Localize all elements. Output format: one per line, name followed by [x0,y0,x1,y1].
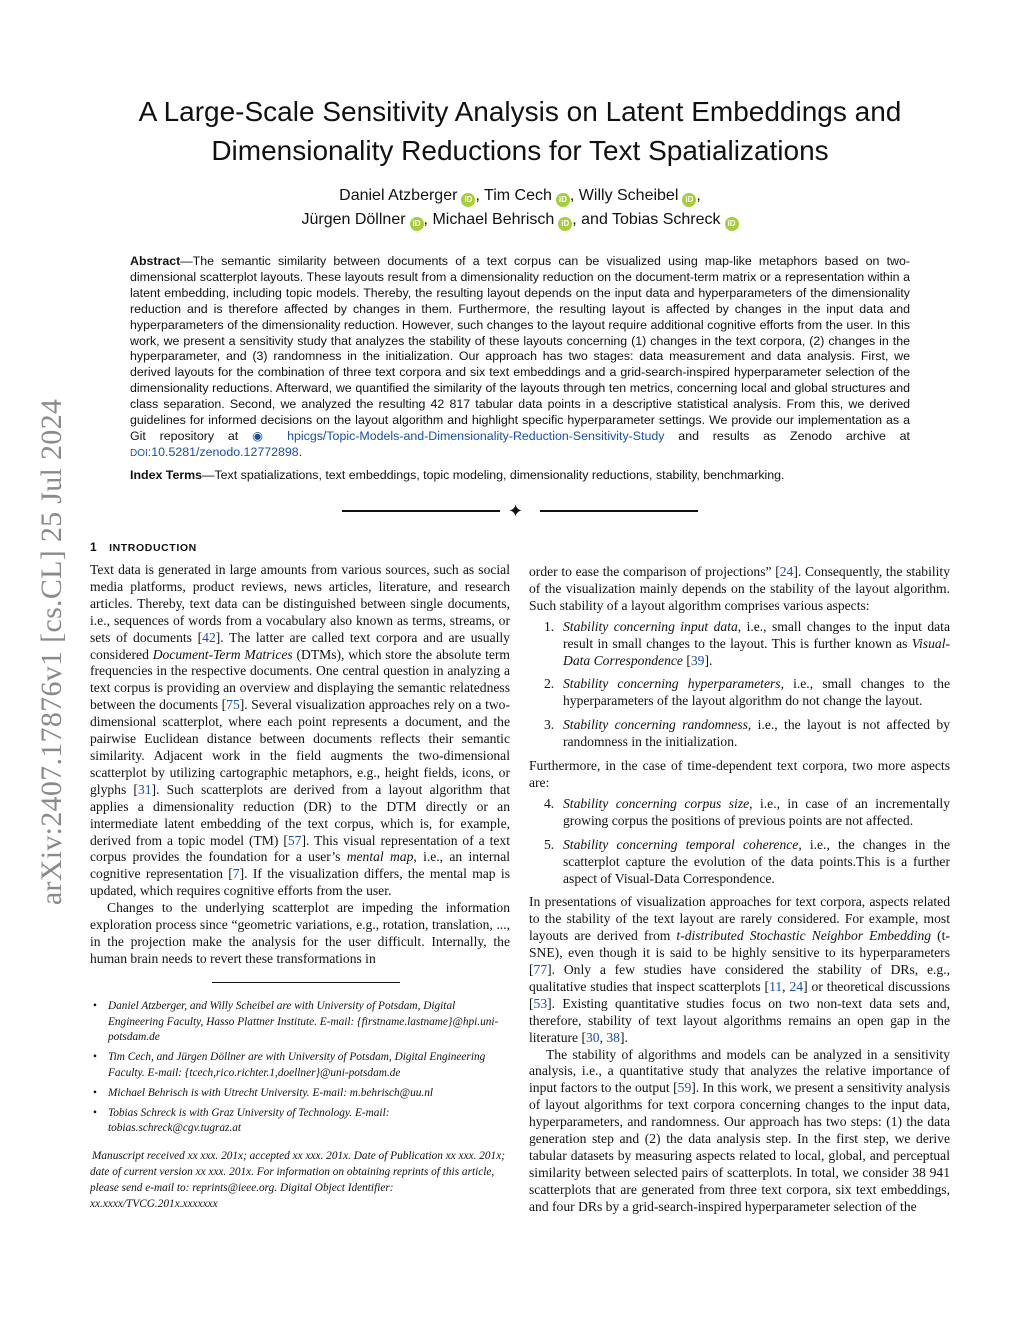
author: Willy Scheibel [578,187,679,204]
orcid-icon[interactable]: iD [461,193,475,207]
citation-link[interactable]: 75 [226,697,240,713]
citation-link[interactable]: 38 [606,1029,620,1045]
author: Jürgen Döllner [301,211,406,228]
abstract-label: Abstract [130,254,181,268]
author: Tobias Schreck [612,211,721,228]
orcid-icon[interactable]: iD [410,217,424,231]
intro-paragraph-6: The stability of algorithms and models can be analyzed in a sensitivity analysis, i.e., a quantitative study that analyzes the relative importance of input factors to the output [59]. In this work, we present a sensitivity analysis of layout algorithms for text corpora concerning changes to the input data, hyperparameters, and randomness. Our approach has two steps: (1) the data generation step and (2) the data analysis step. In the first step, we derive tabular datasets by measuring aspects related to local, global, and perceptual similarity between selected pairs of scatterplots. In total, we consider 38 941 scatterplots that are generated from three text corpora, six text embeddings, and four DRs by a grid-search-inspired hyperparameter selection of the [529,1046,950,1214]
citation-link[interactable]: 42 [202,629,216,645]
stability-list-2 [529,796,950,888]
citation-link[interactable]: 11 [769,978,783,994]
divider-line-left [342,510,500,512]
author: Tim Cech [484,187,552,204]
orcid-icon[interactable]: iD [558,217,572,231]
diamond-star-icon: ✦ [508,501,524,521]
citation-link[interactable]: 31 [137,781,152,797]
index-terms-label: Index Terms [130,468,203,482]
left-column [90,540,510,1212]
repository-link[interactable]: hpicgs/Topic-Models-and-Dimensionality-Reduction-Sensitivity-Study [287,428,665,443]
intro-paragraph-1: Text data is generated in large amounts from various sources, such as social media platforms, product reviews, news articles, literature, and research articles. Thereby, text data can be distinguished between single documents, i.e., sequences of words from a vocabulary also known as terms, streams, or sets of documents [42]. The latter are called text corpora and are usually considered Document-Term Matrices (DTMs), which store the absolute term frequencies in the respective documents. One central question in analyzing a text corpus is providing an overview and displaying the semantic relatedness between the documents [75]. Several visualization approaches rely on a two-dimensional scatterplot, where each point represents a document, and the pairwise Euclidean distance between documents reflects their semantic similarity. Adjacent work in the field augments the two-dimensional scatterplot by utilizing cartographic metaphors, e.g., height fields, icons, or glyphs [31]. Such scatterplots are derived from a layout algorithm that applies a dimensionality reduction (DR) to the DTM directly or an intermediate latent embedding of the text corpus, which is, for example, derived from a topic model (TM) [57]. This visual representation of a text corpus provides the foundation for a user’s mental map, i.e., an internal cognitive representation [7]. If the visualization differs, the mental map is updated, which requires cognitive efforts from the user. [90,562,511,899]
citation-link[interactable]: 53 [533,995,548,1011]
arxiv-identifier [32,372,72,932]
intro-paragraph-5: In presentations of visualization approaches for text corpora, aspects related to the stability of the text layout are rarely considered. For example, most layouts are derived from t-distributed Stochastic Neighbor Embedding (t-SNE), even though it is said to be highly sensitive to its hyperparameters [77]. Only a few studies have considered the stability of DRs, e.g., qualitative studies that inspect scatterplots [11, 24] or theoretical discussions [53]. Existing quantitative studies focus on two non-text data sets and, therefore, stability of text layout algorithms remains an open gap in the literature [30, 38]. [529,894,951,1045]
divider-line-right [540,510,698,512]
citation-link[interactable]: 24 [779,564,794,579]
footnote-item: • Daniel Atzberger, and Willy Scheibel are with University of Potsdam, Digital Engineering Faculty, Hasso Plattner Institute. E-mail: {firstname.lastname}@hpi.uni-potsdam.de [90,999,510,1046]
citation-link[interactable]: 57 [287,832,302,848]
intro-paragraph-2: Changes to the underlying scatterplot are impeding the information exploration process since “geometric variations, e.g., rotation, translation, ..., in the projection make the analysis for the user difficult. Internally, the human brain needs to revert these transformations in [90,900,510,966]
abstract: Abstract—The semantic similarity between documents of a text corpus can be visualized using map-like metaphors based on two-dimensional scatterplot layouts. These layouts result from a dimensionality reduction on the document-term matrix or a representation within a latent embedding, including topic models. Thereby, the resulting layout depends on the input data and hyperparameters of the dimensionality reduction and is therefore affected by changes in them. Furthermore, the resulting layout is affected by changes in the input data and hyperparameters of the dimensionality reduction. However, such changes to the layout require additional cognitive efforts from the user. In this work, we present a sensitivity study that analyzes the stability of these layouts concerning (1) changes in the text corpora, (2) changes in the hyperparameter, and (3) randomness in the initialization. Our approach has two stages: data measurement and data analysis. First, we derived layouts for the combination of three text corpora and six text embeddings and a grid-search-inspired hyperparameter selection of the dimensionality reductions. Afterward, we quantified the similarity of the layouts through ten metrics, concerning local and global structures and class separation. Second, we analyzed the resulting 42 817 tabular data points in a descriptive statistical analysis. From this, we derived guidelines for informed decisions on the layout algorithm and highlight specific hyperparameter settings. We provide our implementation as a Git repository at ◉ hpicgs/Topic-Models-and-Dimensionality-Reduction-Sensitivity-Study and results as Zenodo archive at DOI:10.5281/zenodo.12772898. [130,254,910,459]
section-heading: 1 INTRODUCTION [90,540,197,554]
manuscript-note: Manuscript received xx xxx. 201x; accepted xx xxx. 201x. Date of Publication xx xxx. 201x; date of current version xx xxx. 201x. For information on obtaining reprints of this article, please send e-mail to: reprints@ieee.org. Digital Object Identifier: xx.xxxx/TVCG.201x.xxxxxxx [90,1150,505,1210]
paper-title: A Large-Scale Sensitivity Analysis on Latent Embeddings and Dimensionality Reductions for Text Spatializations [138,96,902,166]
footnote-rule [212,982,400,983]
footnote-item: • Tim Cech, and Jürgen Döllner are with University of Potsdam, Digital Engineering Faculty. E-mail: {tcech,rico.richter.1,doellner}@uni-potsdam.de [90,1050,510,1082]
doi-link[interactable]: :10.5281/zenodo.12772898 [147,444,299,459]
right-column [529,564,950,1216]
orcid-icon[interactable]: iD [556,193,570,207]
citation-link[interactable]: 24 [789,978,804,994]
abstract-text: The semantic similarity between documents of a text corpus can be visualized using map-like metaphors based on two-dimensional scatterplot layouts. These layouts result from a dimensionality reduction on the document-term matrix or a representation within a latent embedding, including topic models. Thereby, the resulting layout depends on the input data and hyperparameters of the dimensionality reduction and is therefore affected by changes in them. Furthermore, the resulting layout is affected by changes in the input data and hyperparameters of the dimensionality reduction. However, such changes to the layout require additional cognitive efforts from the user. In this work, we present a sensitivity study that analyzes the stability of these layouts concerning (1) changes in the text corpora, (2) changes in the hyperparameter, and (3) randomness in the initialization. Our approach has two stages: data measurement and data analysis. First, we derived layouts for the combination of three text corpora and six text embeddings and a grid-search-inspired hyperparameter selection of the dimensionality reductions. Afterward, we quantified the similarity of the layouts through ten metrics, concerning local and global structures and class separation. Second, we analyzed the resulting 42 817 tabular data points in a descriptive statistical analysis. From this, we derived guidelines for informed decisions on the layout algorithm and highlight specific hyperparameter settings. We provide our implementation as a Git repository at [130,254,910,443]
section-divider [342,500,698,522]
list-item: 3. Stability concerning randomness, i.e., the layout is not affected by randomness in the initialization. [544,717,951,750]
arxiv-identifier-text: arXiv:2407.17876v1 [cs.CL] 25 Jul 2024 [35,398,68,906]
footnote-item: • Tobias Schreck is with Graz University of Technology. E-mail: tobias.schreck@cgv.tugraz.at [90,1106,510,1138]
list-item: 4. Stability concerning corpus size, i.e., in case of an incrementally growing corpus the positions of previous points are not affected. [544,795,950,828]
author-footnotes [90,999,510,1137]
list-item: 2. Stability concerning hyperparameters, i.e., small changes to the hyperparameters of the layout algorithm do not change the layout. [544,676,950,709]
doi-label[interactable]: DOI [130,447,148,459]
author: Daniel Atzberger [339,187,458,204]
list-item: 1. Stability concerning input data, i.e., small changes to the input data result in small changes to the layout. This is further known as Visual-Data Correspondence [39]. [544,618,950,668]
index-terms-text: —Text spatializations, text embeddings, topic modeling, dimensionality reductions, stability, benchmarking. [202,468,785,482]
citation-link[interactable]: 7 [232,866,240,882]
stability-list-1 [529,619,950,751]
citation-link[interactable]: 30 [585,1029,600,1045]
intro-paragraph-3: order to ease the comparison of projections” [24]. Consequently, the stability of the visualization mainly depends on the stability of the layout algorithm. Such stability of a layout algorithm comprises various aspects: [529,564,951,613]
list-item: 5. Stability concerning temporal coherence, i.e., the changes in the scatterplot capture the evolution of the data points.This is a further aspect of Visual-Data Correspondence. [544,836,950,886]
orcid-icon[interactable]: iD [682,193,696,207]
intro-paragraph-4: Furthermore, in the case of time-dependent text corpora, two more aspects are: [529,758,950,790]
citation-link[interactable]: 77 [533,962,548,978]
author: Michael Behrisch [432,211,555,228]
footnote-item: • Michael Behrisch is with Utrecht University. E-mail: m.behrisch@uu.nl [90,1086,510,1102]
author-list: Daniel Atzberger iD , Tim Cech iD , Willy Scheibel iD , Jürgen Döllner iD , Michael Behrisch iD , and Tobias Schreck iD [110,184,930,232]
orcid-icon[interactable]: iD [725,217,739,231]
github-icon: ◉ [252,428,288,443]
index-terms [130,467,910,483]
citation-link[interactable]: 39 [690,652,705,668]
citation-link[interactable]: 59 [677,1080,692,1096]
